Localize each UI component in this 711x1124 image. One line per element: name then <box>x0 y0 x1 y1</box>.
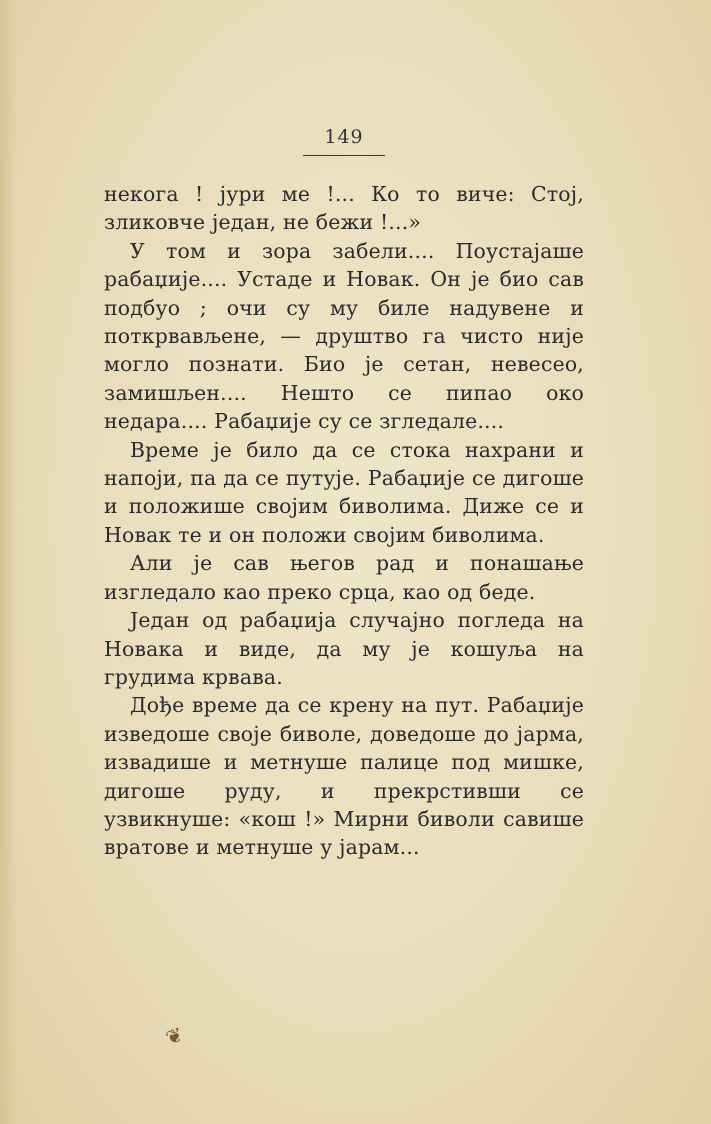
page-edge-shadow <box>0 0 18 1124</box>
paragraph: У том и зора забели.... Поустајаше рабаџије.... Устаде и Новак. Он је био сав подбуо ; очи су му биле надувене и поткрвављене, — друштво га чисто није могло познати. Био је сетан, невесео, замишљен.... Нешто се пипао око недара.... Рабаџије су се згледале.... <box>104 238 584 434</box>
paragraph-continued: некога ! јури ме !... Ко то виче: Стој, зликовче један, не бежи !...» <box>104 182 584 235</box>
body-text <box>104 180 584 862</box>
page-number-rule <box>303 155 385 156</box>
paragraph: Време је било да се стока нахрани и напоји, па да се путује. Рабаџије се дигоше и положише својим биволима. Диже се и Новак те и он положи својим биволима. <box>104 437 584 547</box>
ink-mark-icon: ❦ <box>162 1021 187 1051</box>
paragraph: Дође време да се крену на пут. Рабаџије изведоше своје биволе, доведоше до јарма, извадише и метнуше палице под мишке, дигоше руду, и прекрстивши се узвикнуше: «кош !» Мирни биволи савише вратове и метнуше у јарам... <box>104 693 584 860</box>
paragraph: Један од рабаџија случајно погледа на Новака и виде, да му је кошуља на грудима крвава. <box>104 608 584 689</box>
page-number: 149 <box>324 126 364 148</box>
paragraph: Али је сав његов рад и понашање изгледало као преко срца, као од беде. <box>104 551 584 604</box>
